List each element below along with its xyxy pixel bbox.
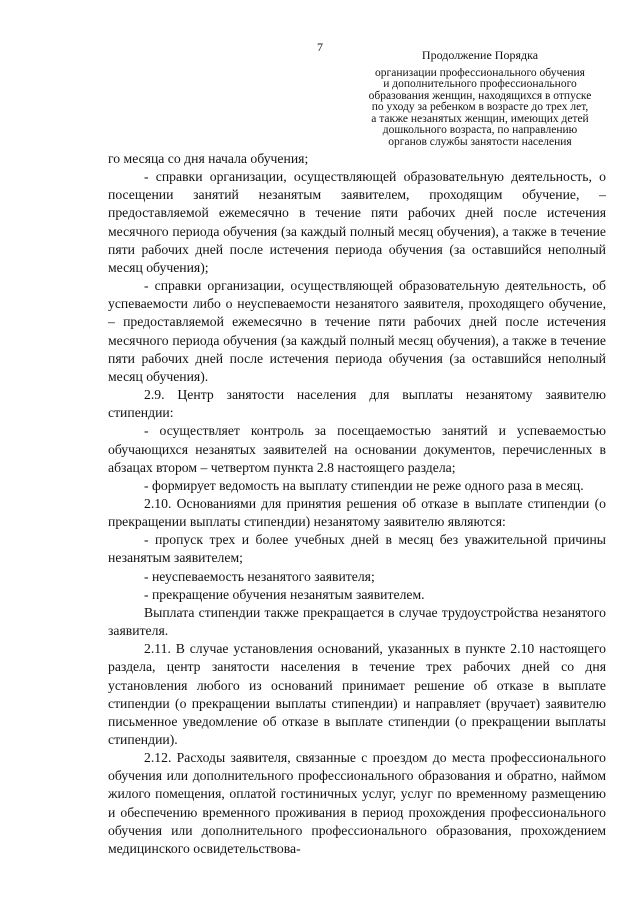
paragraph: 2.11. В случае установления оснований, указанных в пункте 2.10 настоящего раздела, центр занятости населения в течение трех рабочих дней со дня установления любого из оснований принимает решение об отказе в выплате стипендии (о прекращении выплаты стипендии) и направляет (вручает) заявителю письменное уведомление об отказе в выплате стипендии (о прекращении выплаты стипендии). <box>108 641 606 747</box>
paragraph: - пропуск трех и более учебных дней в месяц без уважительной причины незанятым заявителем; <box>108 532 606 566</box>
paragraph: - справки организации, осуществляющей образовательную деятельность, об успеваемости либо о неуспеваемости незанятого заявителя, проходящего обучение, – предоставляемой ежемесячно в течение пяти рабочих дней после истечения месячного периода обучения (за каждый полный месяц обучения), а также в течение пяти рабочих дней после истечения периода обучения (за оставшийся неполный месяц обучения). <box>108 278 606 384</box>
header-line: организации профессионального обучения <box>375 66 585 79</box>
header-title: Продолжение Порядка <box>421 48 539 62</box>
paragraph: - формирует ведомость на выплату стипендии не реже одного раза в месяц. <box>144 477 584 493</box>
header-line: органов службы занятости населения <box>388 135 572 148</box>
header-line: а также незанятых женщин, имеющих детей <box>371 112 589 125</box>
paragraph: - осуществляет контроль за посещаемостью занятий и успеваемостью обучающихся незанятых заявителей на основании документов, перечисленных в абзацах втором – четвертом пункта 2.8 настоящего раздела; <box>108 423 606 475</box>
paragraph: 2.10. Основаниями для принятия решения об отказе в выплате стипендии (о прекращении выплаты стипендии) незанятому заявителю являются: <box>108 495 606 530</box>
paragraph: - прекращение обучения незанятым заявителем. <box>144 586 425 602</box>
paragraph: - неуспеваемость незанятого заявителя; <box>144 568 375 584</box>
header-line: образования женщин, находящихся в отпуске <box>368 89 592 102</box>
paragraph: Выплата стипендии также прекращается в случае трудоустройства незанятого заявителя. <box>108 604 606 639</box>
header-line: и дополнительного профессионального <box>383 78 577 90</box>
paragraph: - справки организации, осуществляющей образовательную деятельность, о посещении занятий незанятым заявителем, проходящим обучение, – предоставляемой ежемесячно в течение пяти рабочих дней после истечения месячного периода обучения (за каждый полный месяц обучения), а также в течение пяти рабочих дней после истечения периода обучения (за оставшийся неполный месяц обучения); <box>108 169 606 275</box>
paragraph: го месяца со дня начала обучения; <box>108 151 309 166</box>
page-number: 7 <box>317 40 323 54</box>
document-header <box>352 50 608 148</box>
paragraph: 2.9. Центр занятости населения для выплаты незанятому заявителю стипендии: <box>108 387 606 421</box>
document-body <box>108 150 606 858</box>
paragraph: 2.12. Расходы заявителя, связанные с проездом до места профессионального обучения или дополнительного профессионального образования и обратно, наймом жилого помещения, оплатой гостиничных услуг, услуг по временному размещению и обеспечению временного проживания в период прохождения профессионального обучения или дополнительного профессионального образования, прохождением медицинского освидетельствова- <box>108 750 606 856</box>
header-line: дошкольного возраста, по направлению <box>382 124 578 136</box>
header-line: по уходу за ребенком в возрасте до трех лет, <box>371 101 589 113</box>
